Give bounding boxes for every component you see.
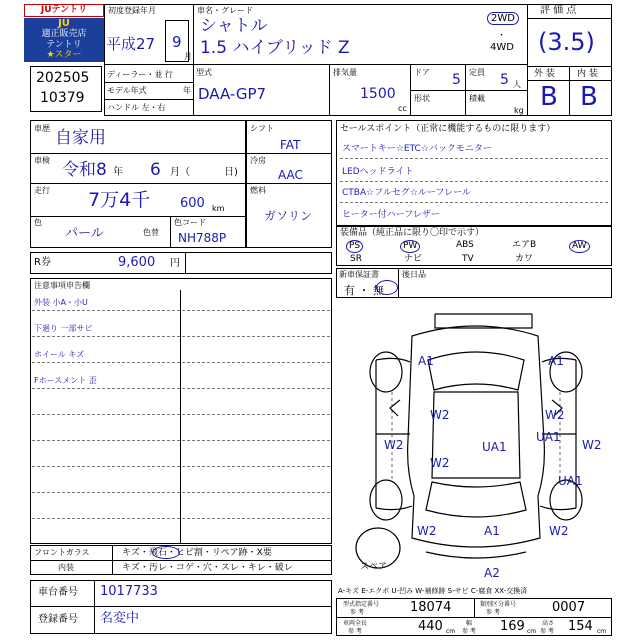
exterior-label: 外 装	[534, 69, 555, 79]
lot-date: 202505	[36, 70, 90, 86]
height-label: 高さ	[542, 620, 555, 627]
divider	[340, 181, 608, 182]
model-value: DAA-GP7	[198, 85, 267, 103]
sales-point-item: ヒーター付ハーフレザー	[342, 210, 440, 220]
mileage-big: 7万4千	[88, 189, 151, 211]
displacement-value: 1500	[360, 86, 396, 102]
displacement-label: 排気量	[333, 68, 357, 77]
equip-airbag: エアB	[512, 240, 537, 250]
first-reg-era: 平成27	[106, 35, 156, 53]
drive-4wd: 4WD	[490, 42, 514, 53]
divider	[246, 153, 332, 154]
first-reg-month: 9	[172, 33, 182, 51]
model-year-label: モデル年式	[107, 86, 147, 95]
shift-value: FAT	[280, 138, 301, 152]
capacity-label: 定員	[469, 68, 485, 77]
damage-code: W2	[549, 524, 569, 538]
damage-code: W2	[430, 408, 450, 422]
note-line: 外装 小A・小U	[34, 298, 88, 307]
divider	[340, 202, 608, 203]
car-grade: 1.5 ハイブリッド Z	[200, 38, 350, 58]
usage-value: 自家用	[55, 128, 106, 148]
shift-label: シフト	[250, 124, 274, 133]
divider	[185, 252, 186, 274]
height-ref: 参 考	[540, 628, 554, 635]
capacity-value: 5	[500, 72, 509, 88]
color-value: パール	[65, 226, 104, 241]
logo-top: JUテントリ	[24, 4, 104, 17]
interior-grade: B	[580, 82, 598, 112]
rating-label: 評 価 点	[540, 5, 577, 16]
divider	[32, 492, 330, 493]
model-year-unit: 年	[183, 86, 191, 95]
equip-leather: カワ	[515, 254, 534, 264]
front-glass-value: キズ・飛石・ヒビ割・リペア跡・X要	[122, 548, 272, 558]
doors-value: 5	[452, 72, 461, 88]
car-name-label: 車名・グレード	[197, 6, 253, 15]
year-unit: 年	[113, 167, 123, 178]
damage-code: A1	[418, 354, 434, 368]
divider	[30, 153, 246, 154]
front-glass-label: フロントガラス	[34, 548, 90, 557]
damage-code: W2	[582, 438, 602, 452]
length-ref: 参 考	[348, 628, 362, 635]
warranty-label: 新車保証書	[339, 270, 379, 279]
divider	[104, 82, 193, 83]
width-unit: cm	[527, 628, 537, 635]
length-unit: cm	[446, 628, 456, 635]
damage-code: W2	[430, 456, 450, 470]
divider	[410, 90, 528, 91]
equip-abs: ABS	[456, 240, 474, 250]
height-unit: cm	[597, 628, 607, 635]
first-reg-label: 初度登録年月	[108, 6, 156, 15]
divider	[32, 518, 330, 519]
divider	[170, 216, 171, 248]
divider	[30, 216, 246, 217]
divider	[32, 310, 330, 311]
color-code-label: 色コード	[174, 218, 206, 227]
mileage-small: 600	[180, 196, 205, 211]
divider	[32, 388, 330, 389]
divider	[474, 598, 475, 617]
chassis-label: 車台番号	[38, 587, 78, 598]
color-change-label: 色替	[143, 228, 159, 237]
model-label: 型式	[196, 68, 212, 77]
logo-brand: テントリ	[46, 40, 82, 50]
fuel-label: 燃料	[250, 186, 266, 195]
divider	[32, 362, 330, 363]
note-line: 下廻り 一部サビ	[34, 324, 93, 333]
equip-ps: PS	[346, 240, 363, 253]
logo-box	[24, 4, 104, 64]
inspection-era: 令和8	[62, 160, 107, 180]
sales-point-item: スマートキー☆ETC☆バックモニター	[342, 144, 492, 154]
divider	[340, 158, 608, 159]
after-item-label: 後日品	[402, 270, 426, 279]
chassis-value: 1017733	[100, 584, 158, 599]
drive-dot: ・	[497, 31, 507, 41]
divider	[30, 183, 246, 184]
mileage-label: 走行	[34, 186, 50, 195]
warranty-circle	[376, 280, 398, 295]
equip-pw: PW	[400, 240, 420, 253]
logo-badge	[24, 18, 104, 62]
fuel-value: ガソリン	[264, 209, 313, 223]
car-name: シャトル	[200, 16, 268, 36]
width-label: 幅	[466, 620, 473, 627]
interior-condition: キズ・汚レ・コゲ・穴・スレ・キレ・破レ	[122, 563, 293, 573]
divider	[193, 4, 194, 116]
logo-star: ★スター	[46, 50, 82, 60]
equip-aw: AW	[569, 240, 590, 253]
recycle-box	[30, 252, 332, 274]
persons-unit: 人	[513, 80, 521, 89]
model-no-label: 型式指定番号	[343, 601, 380, 608]
car-diagram	[340, 300, 612, 580]
length-label: 車両全長	[343, 620, 368, 627]
inspection-label: 車検	[34, 156, 50, 165]
logo-ju: JU	[58, 18, 70, 29]
logo-store: 適正販売店	[41, 29, 87, 39]
divider	[569, 66, 570, 116]
ac-label: 冷房	[250, 156, 266, 165]
damage-code: W2	[545, 408, 565, 422]
rating-score: (3.5)	[538, 28, 595, 56]
day-unit: 日)	[224, 167, 238, 178]
flying-stone-circle	[152, 546, 180, 559]
sales-points-label: セールスポイント（正常に機能するものに限ります）	[340, 124, 556, 134]
handle-label: ハンドル 左・右	[107, 103, 166, 112]
recycle-amount: 9,600	[118, 255, 156, 270]
color-label: 色	[34, 218, 42, 227]
width-ref: 参 考	[462, 628, 476, 635]
yen-unit: 円	[170, 258, 180, 269]
divider	[180, 290, 181, 544]
load-label: 積載	[469, 94, 485, 103]
damage-code: A1	[484, 524, 500, 538]
spare-label: スペア	[360, 562, 388, 572]
divider	[112, 545, 113, 575]
divider	[527, 18, 612, 19]
exterior-grade: B	[540, 82, 558, 112]
height-value: 154	[568, 619, 593, 634]
reg-label: 登録番号	[38, 614, 78, 625]
notes-label: 注意事項申告欄	[34, 281, 90, 290]
lot-number: 10379	[40, 90, 85, 106]
model-no-value: 18074	[410, 600, 452, 615]
doors-label: ドア	[414, 68, 430, 77]
divider	[246, 183, 332, 184]
damage-legend: A-キズ E-エクボ U-凹み W-補修跡 S-サビ C-腐食 XX-交換済	[338, 587, 528, 595]
damage-code: UA1	[558, 474, 583, 488]
divider	[32, 440, 330, 441]
divider	[30, 606, 332, 607]
equip-navi: ナビ	[404, 254, 423, 264]
km-unit: km	[212, 204, 225, 213]
class-no-label: 類別区分番号	[480, 601, 517, 608]
equip-tv: TV	[462, 254, 474, 264]
divider	[398, 268, 399, 298]
equip-sr: SR	[350, 254, 362, 264]
divider	[104, 99, 193, 100]
cc-unit: cc	[398, 104, 407, 113]
dealer-label: ディーラー・並 行	[107, 70, 173, 79]
divider	[32, 336, 330, 337]
damage-code: UA1	[536, 430, 561, 444]
damage-code: W2	[384, 438, 404, 452]
drive-2wd: 2WD	[487, 12, 519, 25]
note-line: Fホースメント 歪	[34, 376, 97, 385]
kg-unit: kg	[514, 106, 524, 115]
model-no-ref: 参 考	[350, 609, 364, 616]
sales-point-item: LEDヘッドライト	[342, 167, 414, 177]
ac-value: AAC	[278, 168, 303, 182]
inspection-month: 6	[150, 160, 161, 180]
class-no-ref: 参 考	[486, 609, 500, 616]
divider	[30, 560, 332, 561]
divider	[94, 580, 95, 634]
divider	[329, 64, 330, 116]
interior-label-2: 内装	[58, 563, 74, 572]
damage-code: A2	[484, 566, 500, 580]
divider	[32, 466, 330, 467]
class-no-value: 0007	[552, 600, 586, 615]
length-value: 440	[418, 619, 443, 634]
width-value: 169	[500, 619, 525, 634]
damage-code: A1	[548, 354, 564, 368]
recycle-label: R券	[34, 257, 51, 268]
month-unit-2: 月（	[170, 167, 190, 178]
reg-value: 名変中	[100, 611, 140, 626]
sales-point-item: CTBA☆フルセグ☆ルーフレール	[342, 188, 471, 198]
damage-code: UA1	[482, 440, 507, 454]
divider	[336, 617, 612, 618]
interior-label: 内 装	[577, 69, 598, 79]
divider	[32, 414, 330, 415]
shape-label: 形状	[414, 94, 430, 103]
usage-label: 車歴	[34, 124, 50, 133]
note-line: ホイール キズ	[34, 350, 85, 359]
notes-box	[30, 278, 332, 544]
color-code-value: NH788P	[178, 231, 227, 245]
damage-code: W2	[417, 524, 437, 538]
month-unit: 月	[184, 52, 192, 61]
equipment-label: 装備品（純正品に限り〇印で示す）	[340, 228, 485, 238]
warranty-value: 有 ・ 無	[344, 284, 384, 297]
